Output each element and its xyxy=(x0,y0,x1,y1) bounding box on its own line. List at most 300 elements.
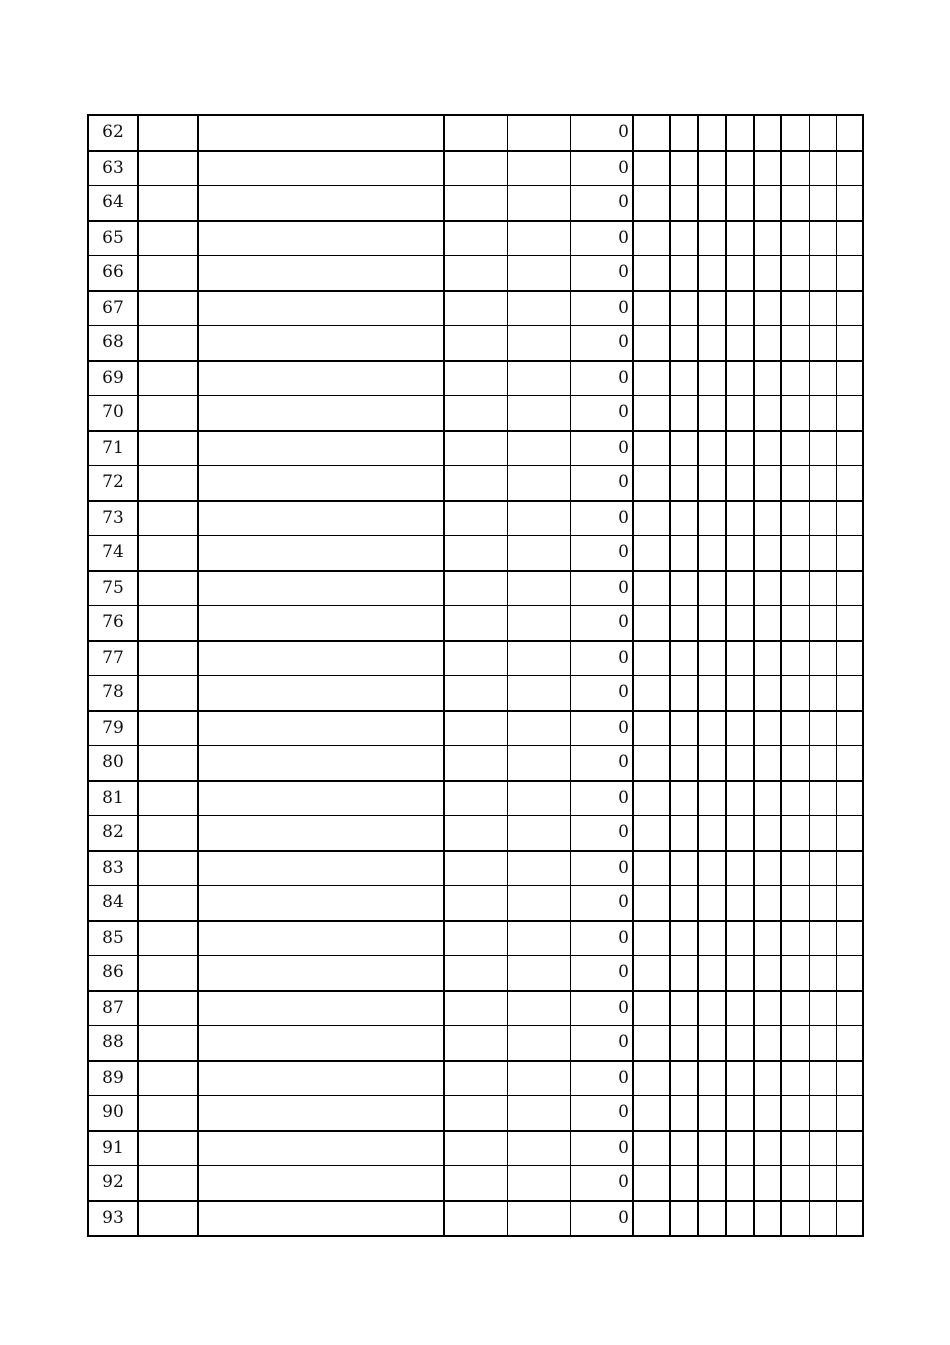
empty-cell xyxy=(698,466,726,501)
empty-cell xyxy=(507,1096,570,1131)
empty-cell xyxy=(444,151,507,186)
value-cell: 0 xyxy=(570,711,633,746)
empty-cell xyxy=(198,151,444,186)
empty-cell xyxy=(754,1026,781,1061)
empty-cell xyxy=(698,711,726,746)
empty-cell xyxy=(138,641,198,676)
table-row xyxy=(88,851,863,886)
empty-cell xyxy=(670,466,698,501)
empty-cell xyxy=(138,326,198,361)
empty-cell xyxy=(781,151,809,186)
empty-cell xyxy=(507,536,570,571)
empty-cell xyxy=(809,606,836,641)
value-cell: 0 xyxy=(570,115,633,151)
empty-cell xyxy=(754,991,781,1026)
value-cell: 0 xyxy=(570,746,633,781)
empty-cell xyxy=(670,1026,698,1061)
empty-cell xyxy=(670,991,698,1026)
empty-cell xyxy=(726,921,754,956)
empty-cell xyxy=(138,396,198,431)
empty-cell xyxy=(754,291,781,326)
empty-cell xyxy=(836,921,863,956)
empty-cell xyxy=(754,431,781,466)
empty-cell xyxy=(836,571,863,606)
empty-cell xyxy=(138,361,198,396)
row-number-cell: 67 xyxy=(88,291,138,326)
table-row xyxy=(88,291,863,326)
empty-cell xyxy=(444,956,507,991)
table-row xyxy=(88,571,863,606)
empty-cell xyxy=(836,396,863,431)
table-row xyxy=(88,746,863,781)
empty-cell xyxy=(698,326,726,361)
empty-cell xyxy=(754,1131,781,1166)
value-cell: 0 xyxy=(570,676,633,711)
empty-cell xyxy=(809,1026,836,1061)
empty-cell xyxy=(754,816,781,851)
empty-cell xyxy=(507,921,570,956)
value-cell: 0 xyxy=(570,641,633,676)
empty-cell xyxy=(781,956,809,991)
empty-cell xyxy=(670,221,698,256)
empty-cell xyxy=(198,641,444,676)
empty-cell xyxy=(138,186,198,221)
empty-cell xyxy=(754,711,781,746)
empty-cell xyxy=(809,151,836,186)
empty-cell xyxy=(138,746,198,781)
empty-cell xyxy=(670,151,698,186)
empty-cell xyxy=(198,676,444,711)
empty-cell xyxy=(836,816,863,851)
empty-cell xyxy=(836,956,863,991)
empty-cell xyxy=(836,256,863,291)
empty-cell xyxy=(633,501,670,536)
empty-cell xyxy=(507,571,570,606)
table-row xyxy=(88,326,863,361)
table-row xyxy=(88,256,863,291)
empty-cell xyxy=(138,991,198,1026)
empty-cell xyxy=(633,1026,670,1061)
value-cell: 0 xyxy=(570,291,633,326)
empty-cell xyxy=(670,536,698,571)
empty-cell xyxy=(507,115,570,151)
empty-cell xyxy=(138,921,198,956)
empty-cell xyxy=(507,746,570,781)
row-number-cell: 93 xyxy=(88,1201,138,1237)
value-cell: 0 xyxy=(570,991,633,1026)
empty-cell xyxy=(698,781,726,816)
empty-cell xyxy=(198,1026,444,1061)
empty-cell xyxy=(698,186,726,221)
value-cell: 0 xyxy=(570,606,633,641)
empty-cell xyxy=(698,115,726,151)
empty-cell xyxy=(836,886,863,921)
table-row xyxy=(88,221,863,256)
empty-cell xyxy=(198,291,444,326)
empty-cell xyxy=(836,1166,863,1201)
empty-cell xyxy=(198,431,444,466)
empty-cell xyxy=(198,1096,444,1131)
empty-cell xyxy=(836,186,863,221)
empty-cell xyxy=(138,291,198,326)
empty-cell xyxy=(507,1131,570,1166)
empty-cell xyxy=(781,536,809,571)
empty-cell xyxy=(781,781,809,816)
empty-cell xyxy=(138,536,198,571)
empty-cell xyxy=(726,571,754,606)
row-number-cell: 72 xyxy=(88,466,138,501)
empty-cell xyxy=(444,396,507,431)
table-row xyxy=(88,956,863,991)
empty-cell xyxy=(444,186,507,221)
table-row xyxy=(88,606,863,641)
table-row xyxy=(88,151,863,186)
empty-cell xyxy=(754,571,781,606)
empty-cell xyxy=(836,115,863,151)
empty-cell xyxy=(726,221,754,256)
row-number-cell: 89 xyxy=(88,1061,138,1096)
empty-cell xyxy=(836,291,863,326)
table-row xyxy=(88,1026,863,1061)
empty-cell xyxy=(836,501,863,536)
empty-cell xyxy=(198,1061,444,1096)
empty-cell xyxy=(444,571,507,606)
row-number-cell: 78 xyxy=(88,676,138,711)
empty-cell xyxy=(809,256,836,291)
empty-cell xyxy=(726,676,754,711)
empty-cell xyxy=(809,466,836,501)
row-number-cell: 87 xyxy=(88,991,138,1026)
empty-cell xyxy=(138,851,198,886)
empty-cell xyxy=(507,291,570,326)
empty-cell xyxy=(809,431,836,466)
empty-cell xyxy=(444,1061,507,1096)
empty-cell xyxy=(698,886,726,921)
empty-cell xyxy=(754,151,781,186)
row-number-cell: 88 xyxy=(88,1026,138,1061)
empty-cell xyxy=(809,326,836,361)
empty-cell xyxy=(698,606,726,641)
empty-cell xyxy=(754,606,781,641)
empty-cell xyxy=(670,711,698,746)
empty-cell xyxy=(836,1061,863,1096)
empty-cell xyxy=(781,326,809,361)
empty-cell xyxy=(754,361,781,396)
empty-cell xyxy=(781,641,809,676)
empty-cell xyxy=(781,1026,809,1061)
empty-cell xyxy=(836,851,863,886)
empty-cell xyxy=(507,431,570,466)
empty-cell xyxy=(444,886,507,921)
empty-cell xyxy=(754,396,781,431)
empty-cell xyxy=(698,921,726,956)
empty-cell xyxy=(670,816,698,851)
value-cell: 0 xyxy=(570,1131,633,1166)
empty-cell xyxy=(138,151,198,186)
empty-cell xyxy=(698,676,726,711)
empty-cell xyxy=(809,956,836,991)
empty-cell xyxy=(809,361,836,396)
empty-cell xyxy=(633,921,670,956)
empty-cell xyxy=(809,816,836,851)
row-number-cell: 63 xyxy=(88,151,138,186)
empty-cell xyxy=(836,1131,863,1166)
empty-cell xyxy=(726,956,754,991)
empty-cell xyxy=(698,991,726,1026)
empty-cell xyxy=(507,1061,570,1096)
empty-cell xyxy=(670,431,698,466)
table-row xyxy=(88,396,863,431)
empty-cell xyxy=(726,816,754,851)
empty-cell xyxy=(633,1166,670,1201)
empty-cell xyxy=(633,886,670,921)
empty-cell xyxy=(198,746,444,781)
empty-cell xyxy=(138,1026,198,1061)
empty-cell xyxy=(198,536,444,571)
value-cell: 0 xyxy=(570,571,633,606)
empty-cell xyxy=(444,221,507,256)
empty-cell xyxy=(754,746,781,781)
empty-cell xyxy=(726,711,754,746)
empty-cell xyxy=(633,676,670,711)
empty-cell xyxy=(726,641,754,676)
empty-cell xyxy=(138,501,198,536)
empty-cell xyxy=(198,186,444,221)
table-row xyxy=(88,186,863,221)
value-cell: 0 xyxy=(570,256,633,291)
empty-cell xyxy=(138,1201,198,1237)
value-cell: 0 xyxy=(570,781,633,816)
empty-cell xyxy=(670,851,698,886)
empty-cell xyxy=(444,606,507,641)
empty-cell xyxy=(836,431,863,466)
empty-cell xyxy=(138,956,198,991)
empty-cell xyxy=(726,746,754,781)
empty-cell xyxy=(754,466,781,501)
empty-cell xyxy=(836,151,863,186)
empty-cell xyxy=(444,641,507,676)
row-number-cell: 70 xyxy=(88,396,138,431)
empty-cell xyxy=(670,326,698,361)
empty-cell xyxy=(809,921,836,956)
empty-cell xyxy=(809,676,836,711)
empty-cell xyxy=(698,641,726,676)
empty-cell xyxy=(726,326,754,361)
value-cell: 0 xyxy=(570,816,633,851)
empty-cell xyxy=(670,256,698,291)
empty-cell xyxy=(444,851,507,886)
empty-cell xyxy=(633,641,670,676)
empty-cell xyxy=(138,1131,198,1166)
empty-cell xyxy=(507,641,570,676)
empty-cell xyxy=(633,291,670,326)
empty-cell xyxy=(809,991,836,1026)
empty-cell xyxy=(781,221,809,256)
empty-cell xyxy=(836,711,863,746)
empty-cell xyxy=(754,186,781,221)
empty-cell xyxy=(836,1201,863,1237)
empty-cell xyxy=(809,781,836,816)
empty-cell xyxy=(698,1061,726,1096)
empty-cell xyxy=(698,501,726,536)
empty-cell xyxy=(670,921,698,956)
table-row xyxy=(88,501,863,536)
empty-cell xyxy=(670,501,698,536)
empty-cell xyxy=(836,466,863,501)
empty-cell xyxy=(809,1096,836,1131)
empty-cell xyxy=(444,431,507,466)
empty-cell xyxy=(670,1096,698,1131)
empty-cell xyxy=(754,536,781,571)
empty-cell xyxy=(836,1096,863,1131)
table-row xyxy=(88,431,863,466)
empty-cell xyxy=(754,1166,781,1201)
value-cell: 0 xyxy=(570,1026,633,1061)
empty-cell xyxy=(698,851,726,886)
empty-cell xyxy=(507,781,570,816)
empty-cell xyxy=(198,816,444,851)
empty-cell xyxy=(507,991,570,1026)
empty-cell xyxy=(633,1061,670,1096)
empty-cell xyxy=(781,466,809,501)
table-row xyxy=(88,676,863,711)
table-row xyxy=(88,886,863,921)
table-row xyxy=(88,1166,863,1201)
empty-cell xyxy=(670,676,698,711)
row-number-cell: 81 xyxy=(88,781,138,816)
empty-cell xyxy=(809,1131,836,1166)
empty-cell xyxy=(507,221,570,256)
empty-cell xyxy=(138,1061,198,1096)
empty-cell xyxy=(507,326,570,361)
empty-cell xyxy=(754,1201,781,1237)
empty-cell xyxy=(633,956,670,991)
empty-cell xyxy=(726,1201,754,1237)
empty-cell xyxy=(138,711,198,746)
empty-cell xyxy=(633,991,670,1026)
empty-cell xyxy=(198,501,444,536)
empty-cell xyxy=(781,886,809,921)
value-cell: 0 xyxy=(570,1166,633,1201)
empty-cell xyxy=(698,396,726,431)
empty-cell xyxy=(633,1131,670,1166)
empty-cell xyxy=(138,431,198,466)
row-number-cell: 64 xyxy=(88,186,138,221)
empty-cell xyxy=(670,1166,698,1201)
empty-cell xyxy=(809,1166,836,1201)
empty-cell xyxy=(444,466,507,501)
row-number-cell: 71 xyxy=(88,431,138,466)
empty-cell xyxy=(507,466,570,501)
table-row xyxy=(88,115,863,151)
empty-cell xyxy=(698,1166,726,1201)
empty-cell xyxy=(507,186,570,221)
empty-cell xyxy=(633,781,670,816)
empty-cell xyxy=(444,1026,507,1061)
empty-cell xyxy=(138,1166,198,1201)
empty-cell xyxy=(633,466,670,501)
table-row xyxy=(88,1201,863,1237)
data-table xyxy=(87,114,864,1237)
empty-cell xyxy=(836,536,863,571)
empty-cell xyxy=(444,361,507,396)
empty-cell xyxy=(633,816,670,851)
empty-cell xyxy=(754,501,781,536)
empty-cell xyxy=(198,711,444,746)
empty-cell xyxy=(754,641,781,676)
empty-cell xyxy=(781,1061,809,1096)
empty-cell xyxy=(836,641,863,676)
empty-cell xyxy=(138,781,198,816)
empty-cell xyxy=(809,851,836,886)
row-number-cell: 79 xyxy=(88,711,138,746)
empty-cell xyxy=(633,571,670,606)
value-cell: 0 xyxy=(570,956,633,991)
empty-cell xyxy=(698,431,726,466)
empty-cell xyxy=(198,991,444,1026)
empty-cell xyxy=(781,1166,809,1201)
empty-cell xyxy=(198,396,444,431)
empty-cell xyxy=(670,1061,698,1096)
row-number-cell: 82 xyxy=(88,816,138,851)
empty-cell xyxy=(781,291,809,326)
empty-cell xyxy=(698,291,726,326)
row-number-cell: 91 xyxy=(88,1131,138,1166)
empty-cell xyxy=(781,606,809,641)
table-row xyxy=(88,1131,863,1166)
empty-cell xyxy=(726,851,754,886)
empty-cell xyxy=(633,396,670,431)
row-number-cell: 68 xyxy=(88,326,138,361)
empty-cell xyxy=(444,711,507,746)
empty-cell xyxy=(198,606,444,641)
empty-cell xyxy=(781,1201,809,1237)
empty-cell xyxy=(507,676,570,711)
empty-cell xyxy=(726,256,754,291)
row-number-cell: 80 xyxy=(88,746,138,781)
empty-cell xyxy=(781,816,809,851)
empty-cell xyxy=(138,606,198,641)
row-number-cell: 83 xyxy=(88,851,138,886)
empty-cell xyxy=(726,606,754,641)
empty-cell xyxy=(670,641,698,676)
empty-cell xyxy=(726,1166,754,1201)
empty-cell xyxy=(507,956,570,991)
table-row xyxy=(88,1096,863,1131)
empty-cell xyxy=(507,851,570,886)
value-cell: 0 xyxy=(570,466,633,501)
empty-cell xyxy=(726,115,754,151)
empty-cell xyxy=(726,396,754,431)
empty-cell xyxy=(809,221,836,256)
empty-cell xyxy=(633,606,670,641)
empty-cell xyxy=(670,956,698,991)
empty-cell xyxy=(507,256,570,291)
empty-cell xyxy=(633,536,670,571)
empty-cell xyxy=(507,1166,570,1201)
empty-cell xyxy=(444,1166,507,1201)
table-row xyxy=(88,536,863,571)
empty-cell xyxy=(444,501,507,536)
empty-cell xyxy=(836,676,863,711)
empty-cell xyxy=(809,501,836,536)
empty-cell xyxy=(836,221,863,256)
empty-cell xyxy=(698,1096,726,1131)
empty-cell xyxy=(698,256,726,291)
value-cell: 0 xyxy=(570,151,633,186)
empty-cell xyxy=(507,361,570,396)
empty-cell xyxy=(836,1026,863,1061)
